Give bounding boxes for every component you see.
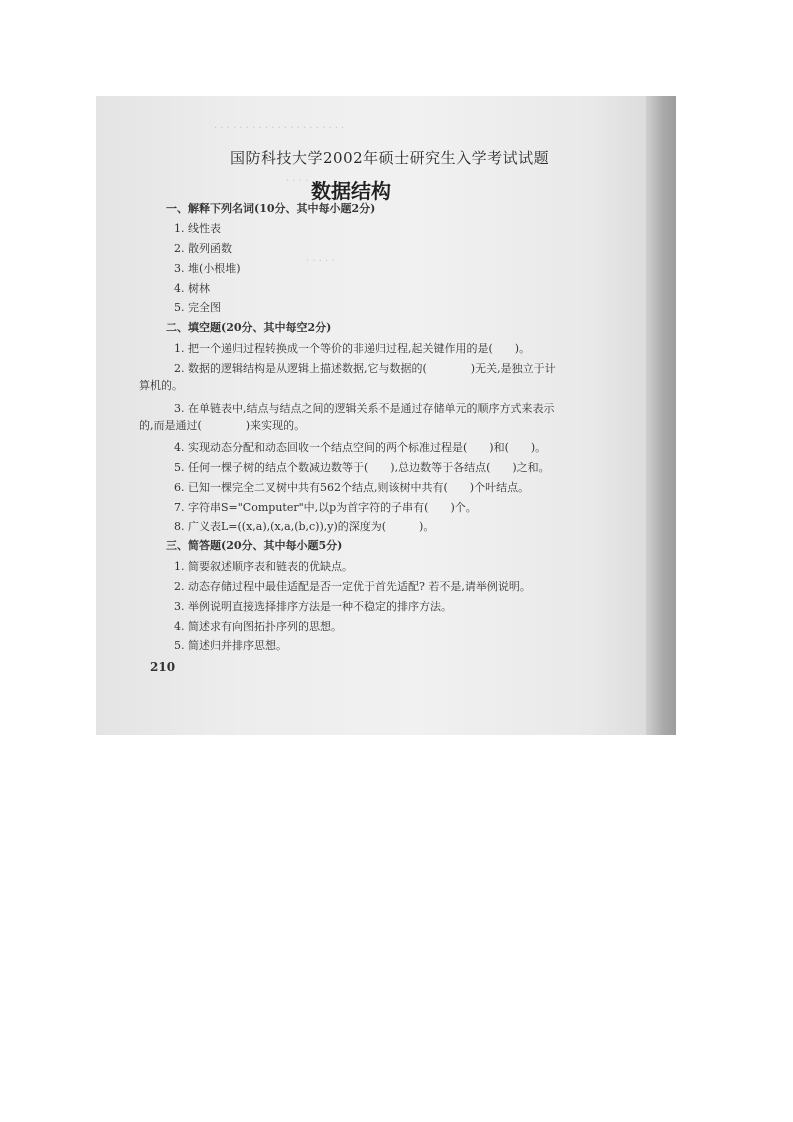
section3-item: 4. 简述求有向图拓扑序列的思想。	[174, 620, 342, 633]
section2-item: 4. 实现动态分配和动态回收一个结点空间的两个标准过程是( )和( )。	[174, 441, 547, 454]
exam-title: 国防科技大学2002年硕士研究生入学考试试题	[230, 149, 550, 167]
section3-item: 2. 动态存储过程中最佳适配是否一定优于首先适配? 若不是,请举例说明。	[174, 580, 531, 593]
section1-item: 5. 完全图	[174, 301, 221, 314]
bleed-through-text: · · · · · · · · · · · · · · · · · · · · ·	[214, 123, 345, 134]
section2-item: 3. 在单链表中,结点与结点之间的逻辑关系不是通过存储单元的顺序方式来表示	[174, 402, 555, 415]
section3-item: 5. 简述归并排序思想。	[174, 639, 287, 652]
section2-item: 2. 数据的逻辑结构是从逻辑上描述数据,它与数据的( )无关,是独立于计	[174, 362, 556, 375]
section1-item: 3. 堆(小根堆)	[174, 262, 241, 275]
section2-item: 算机的。	[139, 379, 183, 392]
section1-item: 4. 树林	[174, 282, 210, 295]
section2-item: 7. 字符串S="Computer"中,以p为首字符的子串有( )个。	[174, 501, 477, 514]
section3-item: 3. 举例说明直接选择排序方法是一种不稳定的排序方法。	[174, 600, 452, 613]
section2-item: 1. 把一个递归过程转换成一个等价的非递归过程,起关键作用的是( )。	[174, 342, 531, 355]
section3-item: 1. 简要叙述顺序表和链表的优缺点。	[174, 560, 353, 573]
section1-item: 2. 散列函数	[174, 242, 232, 255]
section2-item: 5. 任何一棵子树的结点个数减边数等于( ),总边数等于各结点( )之和。	[174, 461, 550, 474]
scanned-exam-page	[96, 96, 676, 735]
page-shadow-edge	[646, 96, 676, 735]
page-number: 210	[150, 660, 176, 674]
section2-item: 8. 广义表L=((x,a),(x,a,(b,c)),y)的深度为( )。	[174, 520, 435, 533]
exam-subject: 数据结构	[311, 179, 391, 203]
section2-item: 6. 已知一棵完全二叉树中共有562个结点,则该树中共有( )个叶结点。	[174, 481, 530, 494]
section1-item: 1. 线性表	[174, 222, 221, 235]
section1-heading: 一、解释下列名词(10分、其中每小题2分)	[166, 202, 376, 215]
section3-heading: 三、简答题(20分、其中每小题5分)	[166, 539, 343, 552]
section2-heading: 二、填空题(20分、其中每空2分)	[166, 321, 332, 334]
section2-item: 的,而是通过( )来实现的。	[139, 419, 306, 432]
bleed-through-text: · · · ·	[286, 176, 309, 187]
bleed-through-text: · · · · ·	[306, 256, 335, 267]
